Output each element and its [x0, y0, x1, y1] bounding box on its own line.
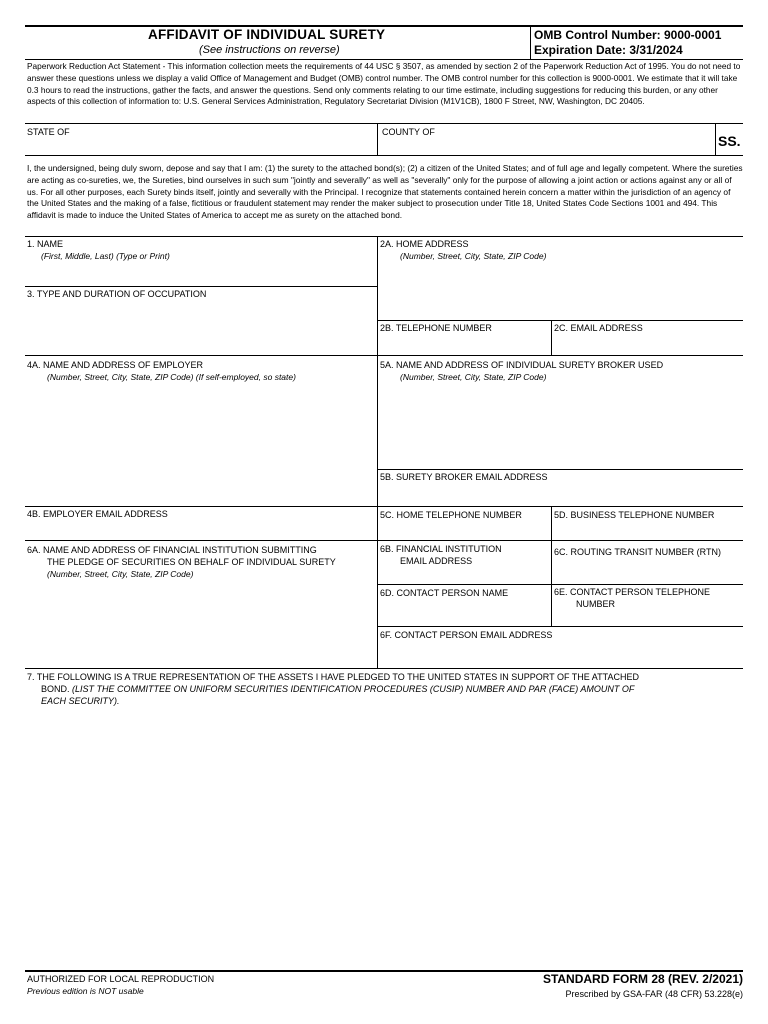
- name-field[interactable]: [26, 262, 376, 284]
- home-telephone-field[interactable]: [379, 521, 549, 539]
- state-row-bottom-rule: [25, 155, 743, 156]
- telephone-number-field[interactable]: [379, 334, 549, 354]
- oath-bottom-rule: [25, 236, 743, 237]
- county-of-label: COUNTY OF: [382, 127, 435, 137]
- row-6d-bottom-rule: [377, 626, 743, 627]
- financial-institution-field[interactable]: [26, 582, 376, 666]
- paperwork-reduction-notice: Paperwork Reduction Act Statement - This information collection meets the requirements of 44 USC § 3507, as amended by section 2 of the Paperwork Reduction Act of 1995. You do not need to answer these questions unless we display a valid Office of Management and Budget (OMB) control number. The OMB control number for this collection is 9000-0001. We estimate that it will take 0.3 hours to read the instructions, gather the facts, and answer the questions. Send only comments relating to our time estimate, including suggestions for reducing this burden, or any other aspects of this collection of information to: U.S. General Services Administration, Regulatory Secretariat Division (M1V1CB), 1800 F Street, NW, Washington, DC 20405.: [27, 61, 741, 107]
- row-6b-bottom-rule: [377, 584, 743, 585]
- state-of-field[interactable]: [26, 136, 376, 154]
- row-5-bottom-rule: [25, 668, 743, 669]
- header-bottom-rule: [25, 59, 743, 60]
- field-6e-label: 6E. CONTACT PERSON TELEPHONE: [554, 587, 711, 597]
- form-title: AFFIDAVIT OF INDIVIDUAL SURETY: [148, 27, 386, 42]
- field-1-name-label: 1. NAME: [27, 239, 64, 249]
- field-7-bond-text: BOND.: [41, 684, 70, 694]
- business-telephone-field[interactable]: [553, 521, 741, 539]
- field-7-label-line2: [41, 683, 634, 695]
- field-7-label-line3: EACH SECURITY).: [41, 696, 120, 706]
- fields-center-divider: [377, 236, 378, 668]
- field-7-instruction: (LIST THE COMMITTEE ON UNIFORM SECURITIES IDENTIFICATION PROCEDURES (CUSIP) NUMBER AND PAR (FACE) AMOUNT OF: [72, 684, 635, 694]
- contact-person-telephone-field[interactable]: [553, 610, 741, 624]
- field-4a-label: 4A. NAME AND ADDRESS OF EMPLOYER: [27, 360, 204, 370]
- surety-broker-field[interactable]: [379, 384, 741, 466]
- field-2b-label: 2B. TELEPHONE NUMBER: [380, 323, 492, 333]
- row-5a-bottom-rule: [377, 469, 743, 470]
- row-3-bottom-rule: [25, 506, 743, 507]
- field-5a-hint: (Number, Street, City, State, ZIP Code): [400, 372, 547, 382]
- notice-bottom-rule: [25, 123, 743, 124]
- employer-email-field[interactable]: [26, 520, 376, 538]
- occupation-field[interactable]: [26, 300, 376, 354]
- field-7-label: 7. THE FOLLOWING IS A TRUE REPRESENTATION OF THE ASSETS I HAVE PLEDGED TO THE UNITED STATES IN SUPPORT OF THE ATTACHED: [27, 672, 639, 682]
- prescribed-by: Prescribed by GSA-FAR (48 CFR) 53.228(e): [565, 989, 743, 999]
- county-of-field[interactable]: [380, 136, 710, 154]
- routing-transit-number-field[interactable]: [553, 558, 741, 582]
- email-address-field[interactable]: [553, 334, 741, 354]
- row-2b-2c-divider: [551, 320, 552, 355]
- row-2-bottom-rule: [25, 355, 743, 356]
- expiration-date: Expiration Date: 3/31/2024: [534, 43, 683, 57]
- standard-form-number: STANDARD FORM 28 (REV. 2/2021): [542, 972, 743, 986]
- state-county-divider: [377, 124, 378, 155]
- field-6b-label-line2: EMAIL ADDRESS: [400, 556, 473, 566]
- field-6b-label: 6B. FINANCIAL INSTITUTION: [380, 544, 502, 554]
- field-6a-label: 6A. NAME AND ADDRESS OF FINANCIAL INSTITUTION SUBMITTING: [27, 545, 317, 555]
- contact-person-email-field[interactable]: [379, 641, 741, 665]
- contact-person-name-field[interactable]: [379, 599, 549, 623]
- row-2a-right-rule: [377, 320, 743, 321]
- surety-broker-email-field[interactable]: [379, 483, 741, 505]
- county-ss-divider: [715, 124, 716, 155]
- footer-edition-note: Previous edition is NOT usable: [27, 986, 144, 996]
- header-divider: [530, 26, 531, 59]
- field-5b-label: 5B. SURETY BROKER EMAIL ADDRESS: [380, 472, 548, 482]
- field-5c-label: 5C. HOME TELEPHONE NUMBER: [380, 510, 522, 520]
- field-4a-hint: (Number, Street, City, State, ZIP Code) (If self-employed, so state): [47, 372, 296, 382]
- field-6e-label-line2: NUMBER: [576, 599, 616, 609]
- form-subtitle: (See instructions on reverse): [199, 44, 340, 56]
- field-1-hint: (First, Middle, Last) (Type or Print): [41, 251, 170, 261]
- field-3-label: 3. TYPE AND DURATION OF OCCUPATION: [27, 289, 207, 299]
- omb-control-number: OMB Control Number: 9000-0001: [534, 28, 722, 42]
- field-2a-hint: (Number, Street, City, State, ZIP Code): [400, 251, 547, 261]
- home-address-field[interactable]: [379, 262, 741, 318]
- field-2c-label: 2C. EMAIL ADDRESS: [554, 323, 643, 333]
- field-6f-label: 6F. CONTACT PERSON EMAIL ADDRESS: [380, 630, 553, 640]
- oath-statement: I, the undersigned, being duly sworn, depose and say that I am: (1) the surety to the attached bond(s); (2) a citizen of the United States; and of full age and legally competent. Where the sureties are acting as co-sureties, we, the Sureties, bind ourselves in such sum "jointly and severally" as well as "severally" only for the purpose of allowing a joint action or actions against any or all of us. For all other purposes, each Surety binds itself, jointly and severally with the Principal. I recognize that statements contained herein concern a matter within the jurisdiction of an agency of the United States and the making of a false, fictitious or fraudulent statement may render the maker subject to prosecution under Title 18, United States Code Sections 1001 and 494. This affidavit is made to induce the United States of America to accept me as surety on the attached bond.: [27, 163, 743, 221]
- pledged-assets-field[interactable]: [26, 710, 742, 968]
- row-1-left-rule: [25, 286, 377, 287]
- field-2a-label: 2A. HOME ADDRESS: [380, 239, 469, 249]
- row-5c-5d-divider: [551, 506, 552, 540]
- field-5a-label: 5A. NAME AND ADDRESS OF INDIVIDUAL SURETY BROKER USED: [380, 360, 664, 370]
- field-5d-label: 5D. BUSINESS TELEPHONE NUMBER: [554, 510, 715, 520]
- field-6a-label-line2: THE PLEDGE OF SECURITIES ON BEHALF OF INDIVIDUAL SURETY: [47, 557, 336, 567]
- ss-label: SS.: [718, 133, 741, 149]
- row-4-bottom-rule: [25, 540, 743, 541]
- field-6d-label: 6D. CONTACT PERSON NAME: [380, 588, 509, 598]
- field-4b-label: 4B. EMPLOYER EMAIL ADDRESS: [27, 509, 168, 519]
- footer-reproduction-note: AUTHORIZED FOR LOCAL REPRODUCTION: [27, 974, 215, 984]
- state-of-label: STATE OF: [27, 127, 70, 137]
- employer-field[interactable]: [26, 384, 376, 504]
- row-6-right-divider: [551, 540, 552, 626]
- financial-institution-email-field[interactable]: [379, 567, 549, 583]
- field-6a-hint: (Number, Street, City, State, ZIP Code): [47, 569, 194, 579]
- field-6c-label: 6C. ROUTING TRANSIT NUMBER (RTN): [554, 547, 722, 557]
